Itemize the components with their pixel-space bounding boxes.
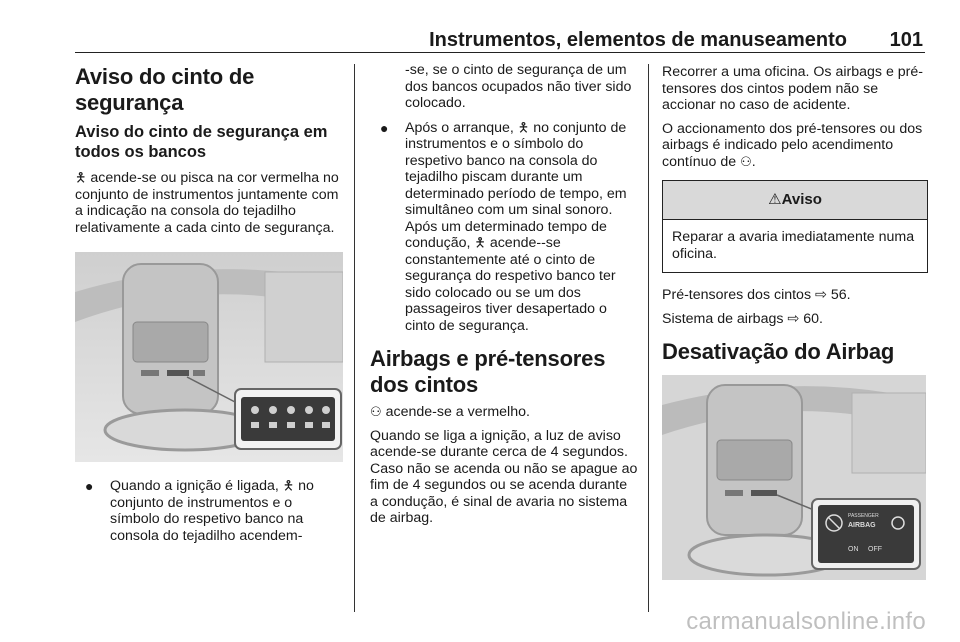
paragraph: O accionamento dos pré-tensores ou dos airbags é indicado pelo acendimento contínuo de ⚇. [662,120,923,170]
reference: Sistema de airbags ⇨ 60. [662,310,823,327]
seatbelt-warning-icon: 🯅 [517,119,530,135]
arrow-reference-icon: ⇨ [814,287,827,303]
paragraph: 🯅 acende-se ou pisca na cor vermelha no conjunto de instrumentos juntamente com a indicação na consola do tejadilho relativamente a cada cinto de segurança. [75,170,339,236]
paragraph: ⚇ acende-se a vermelho. [370,404,530,420]
warning-triangle-icon: ⚠ [768,191,782,208]
airbag-warning-icon: ⚇ [370,404,382,419]
airbag-off-label: OFF [868,546,882,553]
column-1 [75,64,343,552]
airbag-console-photo [662,375,926,580]
watermark: carmanualsonline.info [686,608,926,635]
warning-text: Reparar a avaria imediatamente numa oficina. [672,229,915,262]
warning-header: ⚠Aviso [663,181,927,220]
arrow-reference-icon: ⇨ [787,310,800,327]
header-title: Instrumentos, elementos de manuseamento [429,29,847,51]
warning-box [662,180,928,273]
roof-console-illustration [75,252,343,462]
section-title: Aviso do cinto de segurança [75,64,255,115]
list-item: ● Quando a ignição é ligada, 🯅 no conjunto de instrumentos e o símbolo do respetivo banco na consola do tejadilho acendem- [85,478,314,544]
airbag-label-line1: PASSENGER [848,513,879,519]
list-item: ● Após o arranque, 🯅 no conjunto de instrumentos e o símbolo do respetivo banco na consola do tejadilho piscam durante um determinado período de tempo, em simultâneo com um sinal sonoro. Após um determinado tempo de condução, 🯅 acende--se constantemente até o cinto de segurança do respetivo banco ter sido colocado ou se um dos passageiros tiver desapertado o cinto de segurança. [380,119,627,334]
section-title: Airbags e pré-tensores dos cintos [370,346,606,397]
airbag-label-line2: AIRBAG [848,522,876,529]
column-3 [662,64,928,596]
airbag-console-illustration [662,375,926,580]
column-divider [648,64,649,612]
reference: Pré-tensores dos cintos ⇨ 56. [662,287,851,303]
airbag-warning-icon: ⚇ [740,153,752,169]
seatbelt-warning-icon: 🯅 [75,170,87,185]
seatbelt-warning-icon: 🯅 [282,478,295,493]
roof-console-photo [75,252,343,462]
column-2 [370,64,638,534]
seatbelt-warning-icon: 🯅 [474,235,486,250]
section-title: Desativação do Airbag [662,339,895,364]
bullet-list [370,120,638,335]
airbag-on-label: ON [848,546,859,553]
paragraph: Recorrer a uma oficina. Os airbags e pré-tensores dos cintos podem não se accionar no caso de acidente. [662,64,924,113]
list-item-continuation: -se, se o cinto de segurança de um dos bancos ocupados não tiver sido colocado. [405,62,632,111]
paragraph: Quando se liga a ignição, a luz de aviso acende-se durante cerca de 4 segundos. Caso não se acenda ou não se apague ao fim de 4 segundos ou se acenda durante a condução, é sinal de avaria no sistema de airbag. [370,427,638,526]
bullet-list [75,478,343,544]
page-header [75,22,925,53]
page-number: 101 [889,29,923,51]
column-divider [354,64,355,612]
subsection-title: Aviso do cinto de segurança em todos os bancos [75,123,328,161]
